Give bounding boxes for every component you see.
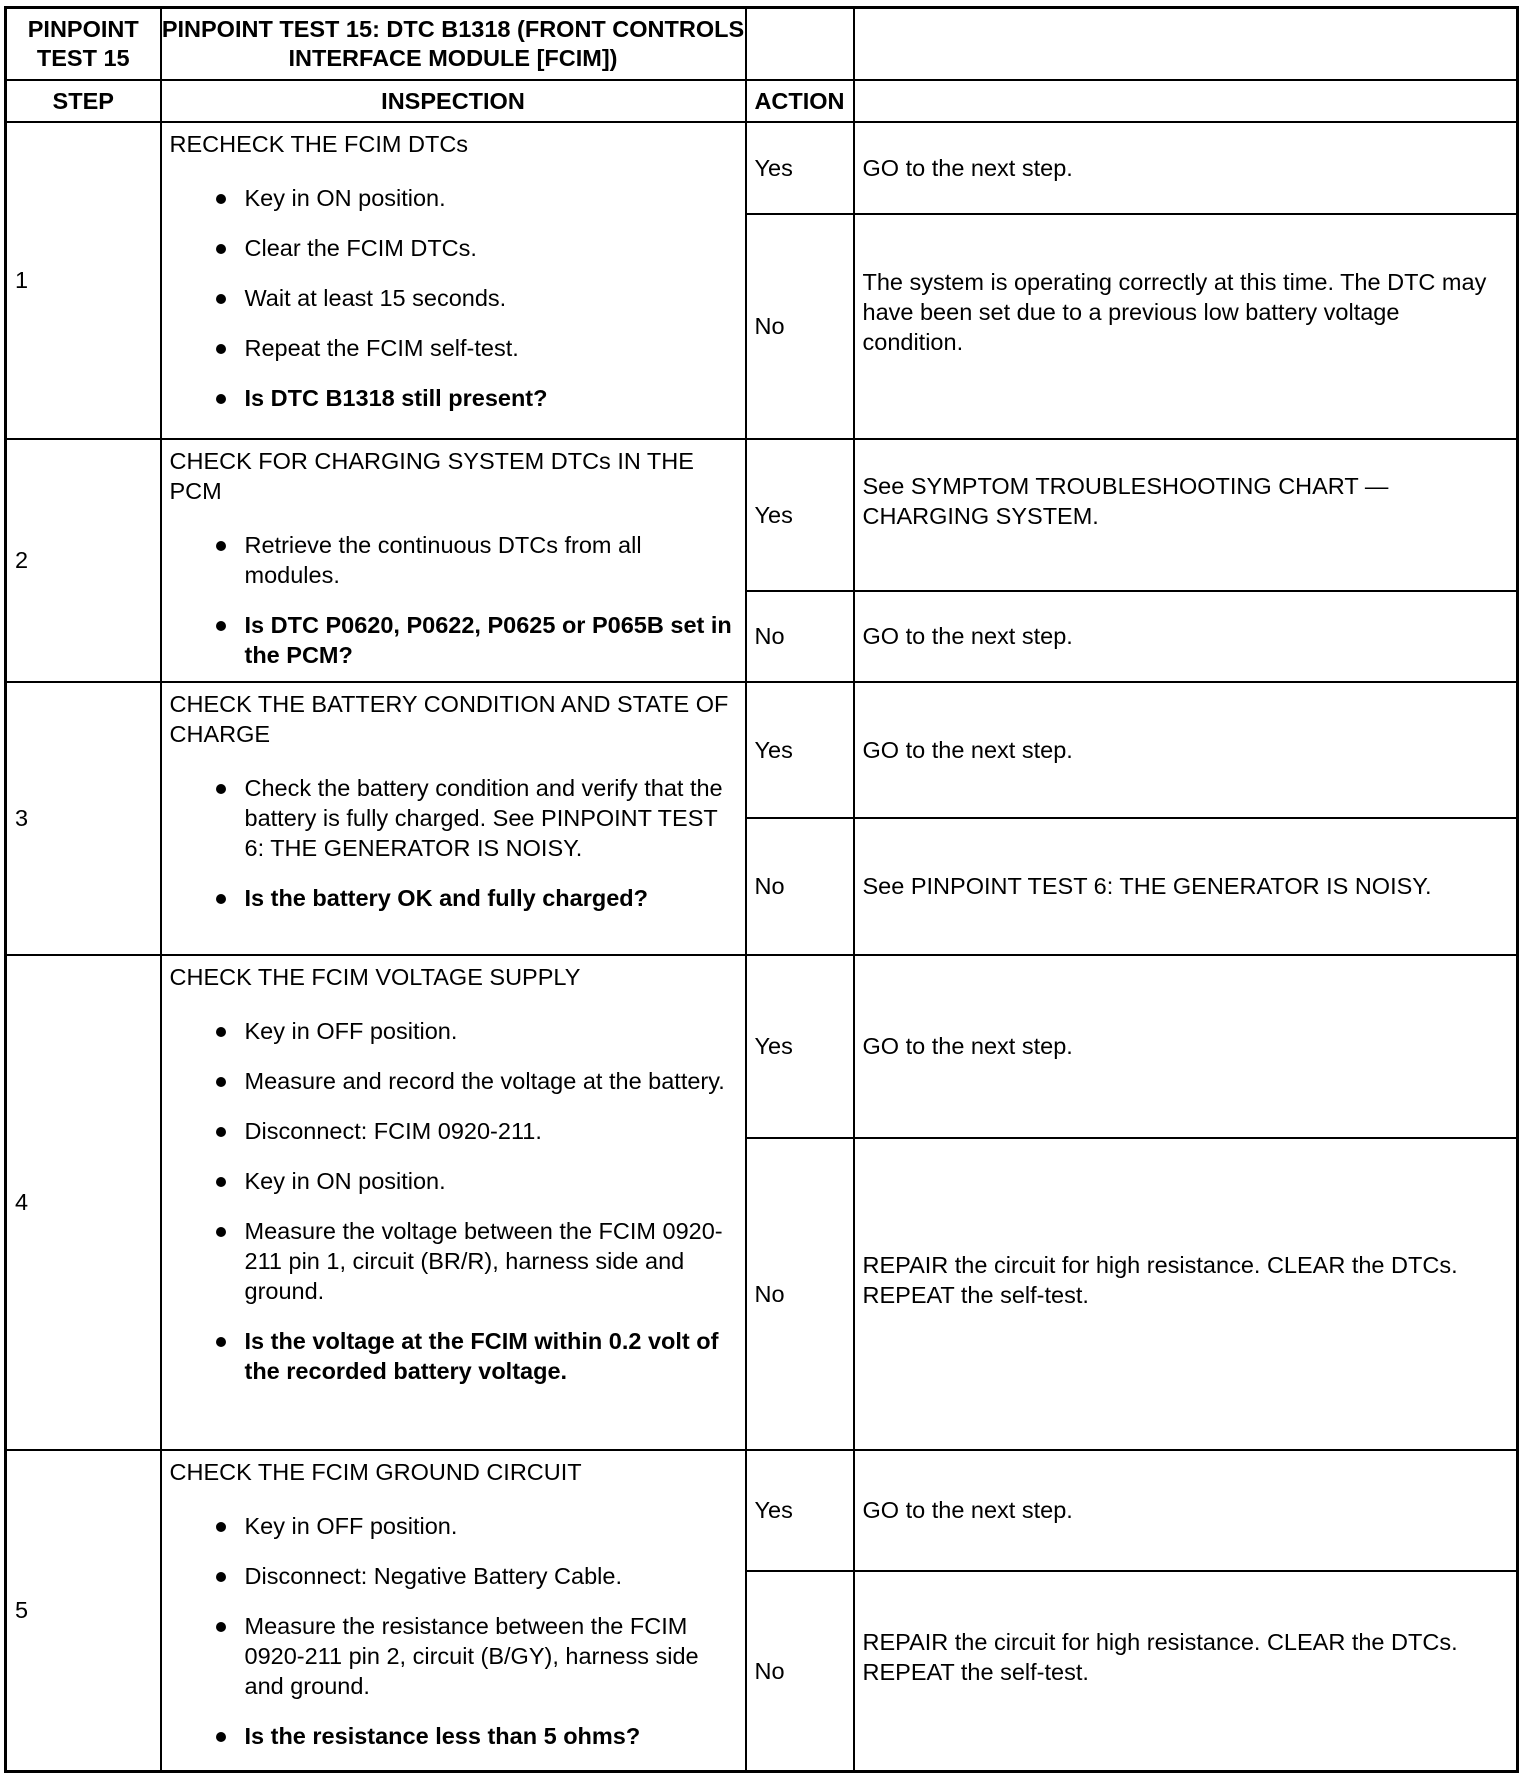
inspection-title: CHECK FOR CHARGING SYSTEM DTCs IN THE PCM: [169, 447, 694, 504]
table-row: [6, 955, 1518, 1138]
action-no: REPAIR the circuit for high resistance. CLEAR the DTCs. REPEAT the self-test.: [854, 1138, 1518, 1450]
inspection-question: Is the voltage at the FCIM within 0.2 volt of the recorded battery voltage.: [170, 1326, 735, 1386]
inspection-bullet: Check the battery condition and verify that the battery is fully charged. See PINPOINT TEST 6: THE GENERATOR IS NOISY.: [170, 773, 735, 863]
inspection-title: CHECK THE FCIM GROUND CIRCUIT: [169, 1458, 582, 1485]
table-row: [6, 682, 1518, 818]
action-yes: GO to the next step.: [854, 122, 1518, 214]
answer-no: No: [746, 591, 854, 682]
inspection-cell: [161, 1450, 746, 1772]
title-blank-cell-2: [854, 8, 1518, 80]
answer-yes: Yes: [746, 122, 854, 214]
inspection-bullet: Key in ON position.: [170, 183, 735, 213]
answer-no: No: [746, 1571, 854, 1772]
action-no: REPAIR the circuit for high resistance. CLEAR the DTCs. REPEAT the self-test.: [854, 1571, 1518, 1772]
action-yes: GO to the next step.: [854, 682, 1518, 818]
table-row: [6, 439, 1518, 591]
step-number: 4: [6, 955, 161, 1450]
answer-yes: Yes: [746, 955, 854, 1138]
answer-yes: Yes: [746, 1450, 854, 1571]
action-yes: GO to the next step.: [854, 955, 1518, 1138]
answer-no: No: [746, 818, 854, 955]
action-yes: See SYMPTOM TROUBLESHOOTING CHART — CHARGING SYSTEM.: [854, 439, 1518, 591]
pinpoint-test-table: [4, 6, 1519, 1773]
inspection-bullet: Measure the resistance between the FCIM 0920-211 pin 2, circuit (B/GY), harness side and ground.: [170, 1611, 735, 1701]
inspection-question: Is the battery OK and fully charged?: [170, 883, 735, 913]
inspection-bullet: Key in ON position.: [170, 1166, 735, 1196]
inspection-question: Is DTC P0620, P0622, P0625 or P065B set in the PCM?: [170, 610, 735, 670]
table-row: [6, 1450, 1518, 1571]
column-header-row: [6, 80, 1518, 122]
answer-no: No: [746, 1138, 854, 1450]
inspection-cell: [161, 122, 746, 439]
inspection-title: CHECK THE BATTERY CONDITION AND STATE OF CHARGE: [169, 690, 729, 747]
inspection-cell: [161, 955, 746, 1450]
inspection-bullet: Wait at least 15 seconds.: [170, 283, 735, 313]
inspection-title: RECHECK THE FCIM DTCs: [169, 130, 469, 157]
action-no: GO to the next step.: [854, 591, 1518, 682]
inspection-bullet: Retrieve the continuous DTCs from all modules.: [170, 530, 735, 590]
action-yes: GO to the next step.: [854, 1450, 1518, 1571]
inspection-bullet: Disconnect: Negative Battery Cable.: [170, 1561, 735, 1591]
title-blank-cell: [746, 8, 854, 80]
action-column-header: ACTION: [746, 80, 854, 122]
answer-yes: Yes: [746, 439, 854, 591]
step-number: 2: [6, 439, 161, 682]
answer-no: No: [746, 214, 854, 439]
inspection-bullet: Clear the FCIM DTCs.: [170, 233, 735, 263]
inspection-bullet: Measure and record the voltage at the battery.: [170, 1066, 735, 1096]
step-number: 5: [6, 1450, 161, 1772]
inspection-cell: [161, 682, 746, 955]
step-column-header: STEP: [6, 80, 161, 122]
inspection-question: Is DTC B1318 still present?: [170, 383, 735, 413]
answer-yes: Yes: [746, 682, 854, 818]
table-row: [6, 122, 1518, 214]
step-number: 1: [6, 122, 161, 439]
test-id-cell: PINPOINT TEST 15: [6, 8, 161, 80]
inspection-bullet: Key in OFF position.: [170, 1511, 735, 1541]
inspection-column-header: INSPECTION: [161, 80, 746, 122]
action-no: The system is operating correctly at this time. The DTC may have been set due to a previous low battery voltage condition.: [854, 214, 1518, 439]
action-no: See PINPOINT TEST 6: THE GENERATOR IS NOISY.: [854, 818, 1518, 955]
inspection-bullet: Disconnect: FCIM 0920-211.: [170, 1116, 735, 1146]
inspection-question: Is the resistance less than 5 ohms?: [170, 1721, 735, 1751]
inspection-bullet: Key in OFF position.: [170, 1016, 735, 1046]
title-row: [6, 8, 1518, 80]
test-title-cell: PINPOINT TEST 15: DTC B1318 (FRONT CONTROLS INTERFACE MODULE [FCIM]): [161, 8, 746, 80]
inspection-bullet: Repeat the FCIM self-test.: [170, 333, 735, 363]
step-number: 3: [6, 682, 161, 955]
action-blank-header: [854, 80, 1518, 122]
inspection-bullet: Measure the voltage between the FCIM 0920-211 pin 1, circuit (BR/R), harness side and ground.: [170, 1216, 735, 1306]
inspection-cell: [161, 439, 746, 682]
inspection-title: CHECK THE FCIM VOLTAGE SUPPLY: [169, 963, 581, 990]
